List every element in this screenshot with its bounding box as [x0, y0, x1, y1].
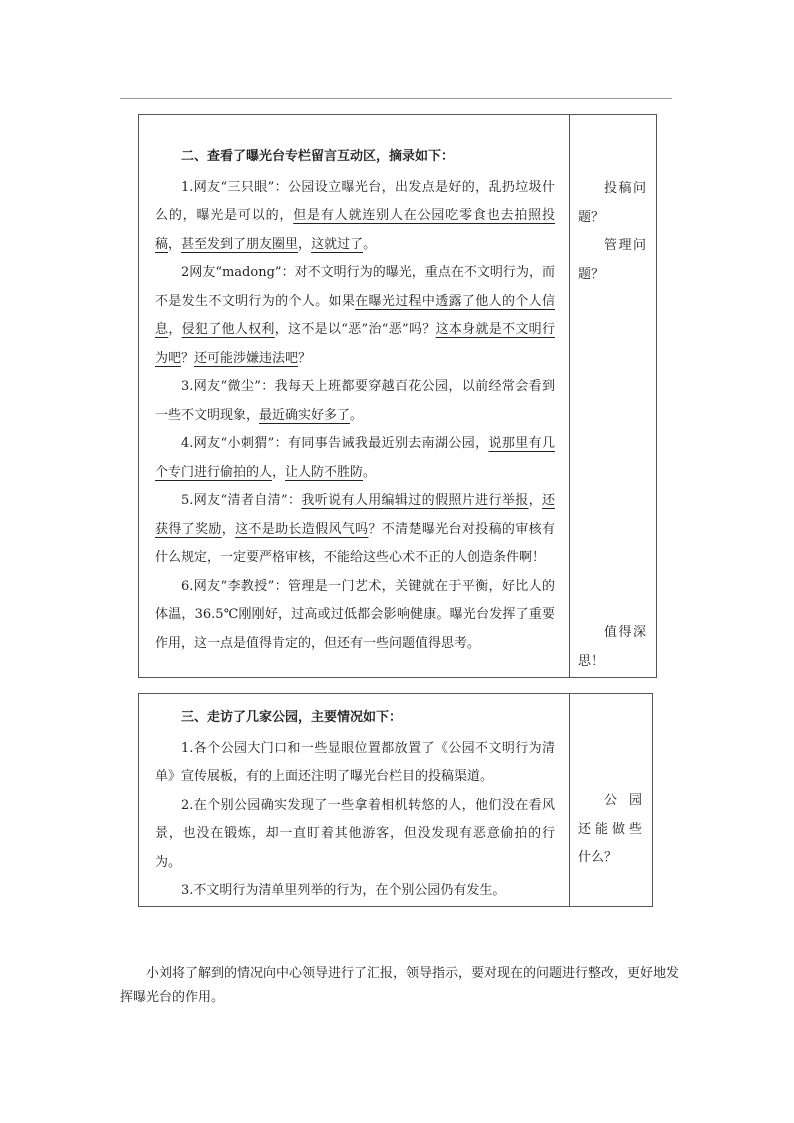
comment-text: 6.网友“李教授”：管理是一门艺术，关键就在于平衡，好比人的体温，36.5℃刚刚好，过高或过低都会影响健康。曝光台发挥了重要作用，这一点是值得肯定的，但还有一些问题值得思考。	[155, 578, 555, 651]
comment-text: ，	[272, 464, 286, 480]
underlined-phrase: 在曝光过程中透露了他人的个人信息	[155, 293, 555, 337]
underlined-phrase: 还获得了奖励	[155, 493, 555, 537]
margin-notes-cell	[570, 115, 657, 678]
underlined-phrase: 我听说有人用编辑过的假照片进行举报	[301, 493, 529, 508]
comment-6	[155, 573, 555, 659]
visit-item-2: 2.在个别公园确实发现了一些拿着相机转悠的人，他们没在看风景，也没在锻炼，却一直盯着其他游客，但没发现有恶意偷拍的行为。	[155, 797, 555, 870]
visit-item-3: 3.不文明行为清单里列举的行为，在个别公园仍有发生。	[181, 883, 506, 898]
underlined-phrase: 但是有人就连别人在公园吃零食也去拍照投稿	[155, 208, 555, 252]
comment-text: 2网友“madong”：对不文明行为的曝光，重点在不文明行为，而不是发生不文明行为的个人。如果	[155, 265, 555, 309]
comment-text: 4.网友“小刺猬”：有同事告诫我最近别去南湖公园，	[181, 436, 489, 451]
comment-text: 。	[363, 236, 377, 252]
underlined-phrase: 说那里有几个专门进行偷拍的人	[155, 436, 555, 480]
comments-cell	[139, 115, 570, 678]
comments-table	[138, 114, 657, 678]
comment-text: ，	[528, 493, 542, 508]
underlined-phrase: 甚至发到了朋友圈里	[181, 236, 299, 252]
section2-heading: 二、查看了曝光台专栏留言互动区，摘录如下：	[181, 149, 455, 164]
comment-text: ？	[298, 350, 312, 366]
comment-text: ，这不是以“恶”治“恶”吗？	[274, 322, 436, 337]
comment-3	[155, 373, 555, 430]
margin-note-management: 管理问题？	[578, 238, 646, 282]
visits-table	[138, 693, 653, 907]
footer-paragraph: 小刘将了解到的情况向中心领导进行了汇报，领导指示，要对现在的问题进行整改，更好地发挥曝光台的作用。	[120, 966, 680, 1005]
comment-text: ，	[168, 322, 182, 337]
underlined-phrase: 侵犯了他人权利	[181, 322, 275, 337]
visits-note-cell	[570, 694, 653, 907]
section3-heading: 三、走访了几家公园，主要情况如下：	[181, 710, 403, 725]
margin-note-parks: 公园还能做些什么？	[578, 793, 642, 865]
comment-text: ？不清楚曝光台对投稿的审核有什么规定，一定要严格审核，不能给这些心术不正的人创造条件啊！	[155, 521, 555, 565]
comment-5	[155, 487, 555, 573]
comment-text: ，	[221, 521, 236, 537]
comment-text: ，	[168, 236, 182, 252]
margin-note-submission: 投稿问题？	[578, 181, 646, 225]
visits-cell	[139, 694, 570, 907]
underlined-phrase: 最近确实好多了	[259, 407, 351, 423]
comment-text: 。	[363, 464, 377, 480]
underlined-phrase: 这就过了	[311, 236, 364, 252]
comment-text: ？	[181, 350, 195, 366]
comment-2	[155, 259, 555, 373]
underlined-phrase: 还可能涉嫌违法吧	[194, 350, 299, 366]
visit-item-1: 1.各个公园大门口和一些显眼位置都放置了《公园不文明行为清单》宣传展板，有的上面还注明了曝光台栏目的投稿渠道。	[155, 740, 555, 784]
underlined-phrase: 这本身就是不文明行为吧	[155, 322, 555, 366]
comment-text: 1.网友“三只眼”：公园设立曝光台，出发点是好的，乱扔垃圾什么的，曝光是可以的，	[155, 179, 555, 223]
header-rule	[120, 98, 672, 99]
comment-text: 3.网友“微尘”：我每天上班都要穿越百花公园，以前经常会看到一些不文明现象，	[155, 379, 555, 423]
margin-note-reflection: 值得深思！	[578, 625, 646, 669]
comment-4	[155, 430, 555, 487]
comment-1	[155, 174, 555, 260]
comment-text: 5.网友“清者自清”：	[181, 493, 302, 508]
underlined-phrase: 这不是助长造假风气吗	[235, 521, 369, 537]
underlined-phrase: 让人防不胜防	[285, 464, 364, 480]
comment-text: ，	[298, 236, 312, 252]
comment-text: 。	[350, 407, 364, 423]
